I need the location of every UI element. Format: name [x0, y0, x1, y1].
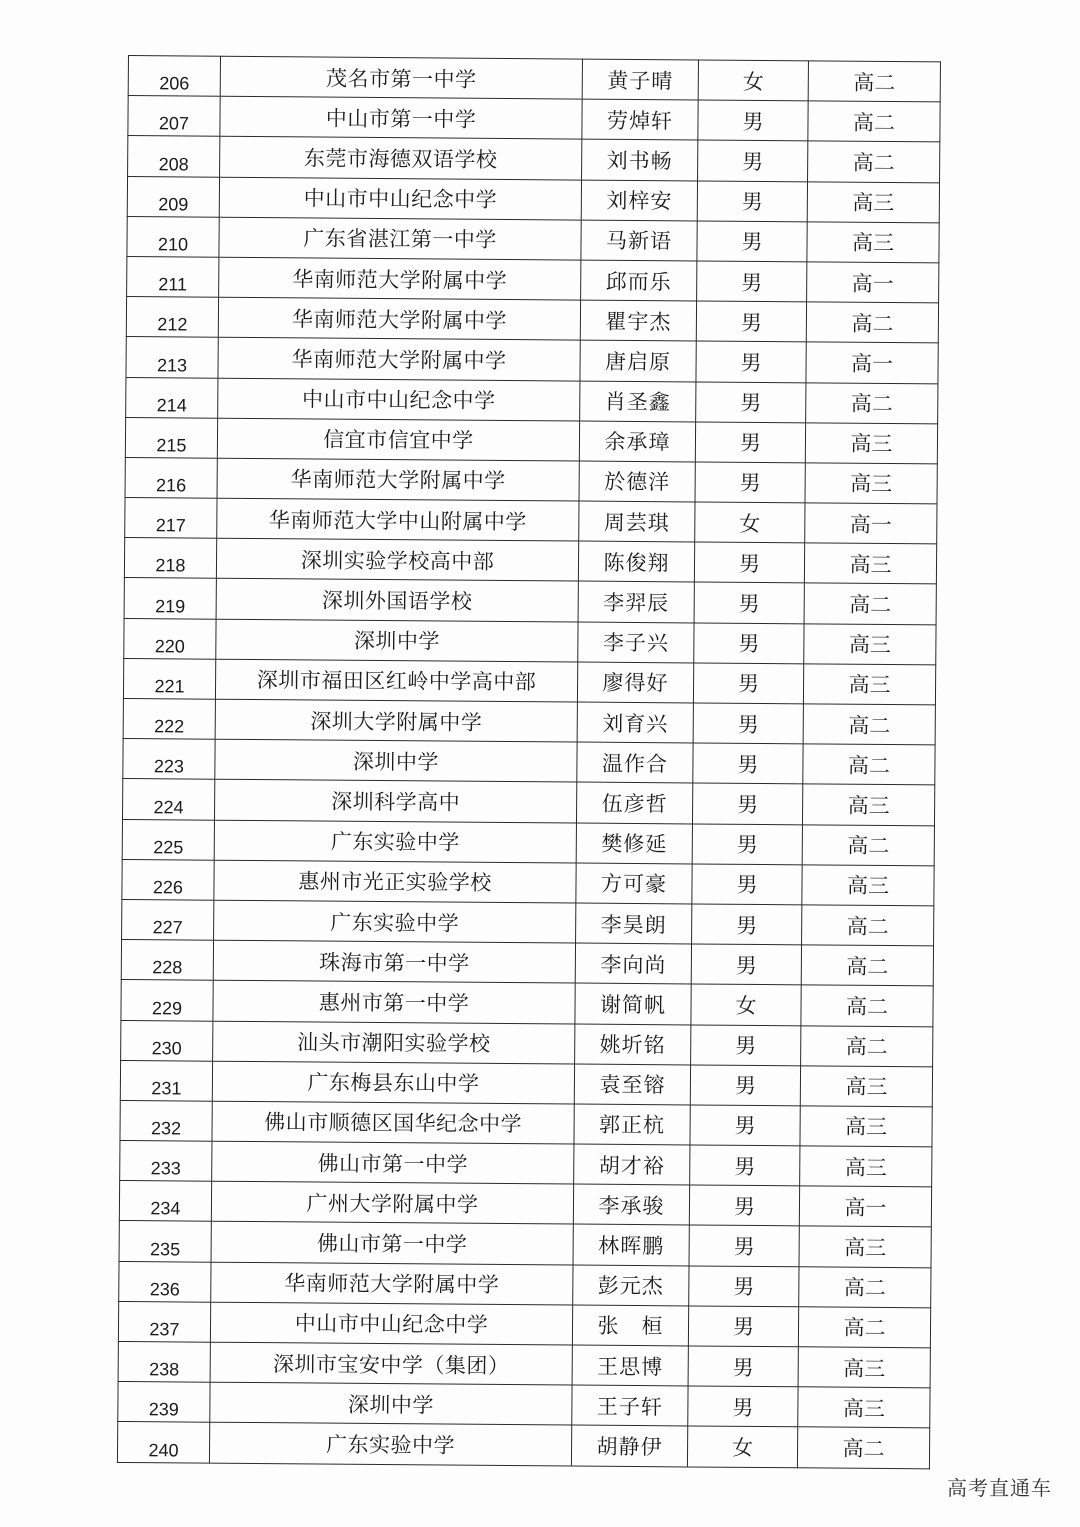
- row-number-cell: 212: [126, 297, 218, 338]
- school-name-cell: 华南师范大学附属中学: [217, 458, 579, 501]
- grade-cell: 高三: [807, 222, 939, 263]
- student-name-cell: 姚圻铭: [575, 1024, 691, 1065]
- school-name-cell: 深圳实验学校高中部: [216, 538, 578, 581]
- student-name-cell: 袁至镕: [574, 1064, 690, 1105]
- school-name-cell: 深圳中学: [210, 1382, 572, 1425]
- school-name-cell: 广东省湛江第一中学: [219, 217, 581, 260]
- grade-cell: 高二: [806, 302, 938, 343]
- student-name-cell: 樊修延: [576, 823, 692, 864]
- table-row: [127, 256, 939, 303]
- table-row: [128, 96, 940, 143]
- gender-cell: 男: [692, 783, 802, 824]
- table-row: [122, 819, 934, 866]
- student-name-cell: 林晖鹏: [573, 1224, 689, 1265]
- grade-cell: 高二: [803, 744, 935, 785]
- student-name-cell: 陈俊翔: [578, 541, 694, 582]
- student-name-cell: 肖圣鑫: [580, 381, 696, 422]
- row-number-cell: 219: [124, 578, 216, 619]
- gender-cell: 男: [689, 1225, 799, 1266]
- grade-cell: 高二: [801, 1025, 933, 1066]
- gender-cell: 男: [689, 1185, 799, 1226]
- row-number-cell: 223: [123, 739, 215, 780]
- school-name-cell: 中山市第一中学: [220, 96, 582, 139]
- table-row: [119, 1261, 931, 1308]
- roster-table: [117, 55, 941, 1469]
- school-name-cell: 华南师范大学附属中学: [218, 297, 580, 340]
- school-name-cell: 佛山市顺德区国华纪念中学: [212, 1101, 574, 1144]
- grade-cell: 高二: [801, 945, 933, 986]
- school-name-cell: 汕头市潮阳实验学校: [213, 1021, 575, 1064]
- student-name-cell: 唐启原: [580, 340, 696, 381]
- row-number-cell: 236: [119, 1261, 211, 1302]
- gender-cell: 男: [698, 100, 808, 141]
- student-name-cell: 胡才裕: [574, 1144, 690, 1185]
- grade-cell: 高三: [805, 423, 937, 464]
- school-name-cell: 华南师范大学附属中学: [218, 338, 580, 381]
- grade-cell: 高三: [807, 181, 939, 222]
- row-number-cell: 217: [125, 498, 217, 539]
- student-name-cell: 张 桓: [572, 1305, 688, 1346]
- gender-cell: 男: [693, 703, 803, 744]
- school-name-cell: 惠州市第一中学: [213, 981, 575, 1024]
- row-number-cell: 234: [119, 1181, 211, 1222]
- student-name-cell: 刘书畅: [582, 139, 698, 180]
- school-name-cell: 中山市中山纪念中学: [210, 1302, 572, 1345]
- grade-cell: 高三: [805, 463, 937, 504]
- table-row: [118, 1341, 930, 1388]
- grade-cell: 高二: [808, 141, 940, 182]
- student-name-cell: 刘梓安: [581, 180, 697, 221]
- row-number-cell: 221: [123, 658, 215, 699]
- gender-cell: 男: [692, 904, 802, 945]
- table-row: [117, 1422, 929, 1469]
- grade-cell: 高一: [807, 262, 939, 303]
- student-name-cell: 於德洋: [579, 461, 695, 502]
- table-row: [121, 1020, 933, 1067]
- grade-cell: 高二: [797, 1427, 929, 1468]
- row-number-cell: 226: [122, 859, 214, 900]
- table-row: [121, 980, 933, 1027]
- table-row: [127, 216, 939, 263]
- grade-cell: 高二: [799, 1266, 931, 1307]
- school-name-cell: 华南师范大学附属中学: [219, 257, 581, 300]
- student-name-cell: 马新语: [581, 220, 697, 261]
- school-name-cell: 深圳市福田区红岭中学高中部: [215, 659, 577, 702]
- gender-cell: 男: [690, 1145, 800, 1186]
- student-name-cell: 李承骏: [573, 1184, 689, 1225]
- school-name-cell: 惠州市光正实验学校: [214, 860, 576, 903]
- gender-cell: 男: [697, 221, 807, 262]
- student-name-cell: 温作合: [577, 742, 693, 783]
- student-name-cell: 郭正杭: [574, 1104, 690, 1145]
- grade-cell: 高一: [805, 503, 937, 544]
- gender-cell: 男: [690, 1065, 800, 1106]
- gender-cell: 男: [695, 462, 805, 503]
- gender-cell: 男: [691, 1024, 801, 1065]
- table-row: [127, 176, 939, 223]
- table-row: [126, 377, 938, 424]
- row-number-cell: 233: [120, 1141, 212, 1182]
- table-row: [118, 1382, 930, 1429]
- gender-cell: 男: [697, 261, 807, 302]
- row-number-cell: 216: [125, 457, 217, 498]
- school-name-cell: 广州大学附属中学: [211, 1181, 573, 1224]
- table-row: [126, 337, 938, 384]
- gender-cell: 男: [698, 140, 808, 181]
- gender-cell: 男: [688, 1306, 798, 1347]
- table-row: [124, 578, 936, 625]
- student-name-cell: 余承璋: [579, 421, 695, 462]
- student-name-cell: 瞿宇杰: [580, 300, 696, 341]
- roster-body: [117, 56, 940, 1469]
- grade-cell: 高三: [798, 1387, 930, 1428]
- gender-cell: 男: [694, 582, 804, 623]
- student-name-cell: 伍彦哲: [576, 782, 692, 823]
- row-number-cell: 214: [126, 377, 218, 418]
- table-row: [126, 297, 938, 344]
- school-name-cell: 中山市中山纪念中学: [219, 177, 581, 220]
- gender-cell: 男: [692, 824, 802, 865]
- student-name-cell: 谢简帆: [575, 983, 691, 1024]
- table-row: [124, 618, 936, 665]
- student-name-cell: 邱而乐: [581, 260, 697, 301]
- student-name-cell: 刘育兴: [577, 702, 693, 743]
- table-row: [122, 779, 934, 826]
- row-number-cell: 235: [119, 1221, 211, 1262]
- school-name-cell: 深圳大学附属中学: [215, 699, 577, 742]
- row-number-cell: 222: [123, 698, 215, 739]
- grade-cell: 高二: [808, 101, 940, 142]
- grade-cell: 高二: [801, 985, 933, 1026]
- row-number-cell: 206: [128, 56, 220, 97]
- grade-cell: 高二: [803, 704, 935, 745]
- gender-cell: 男: [691, 944, 801, 985]
- student-name-cell: 黄子晴: [582, 59, 698, 100]
- grade-cell: 高三: [802, 784, 934, 825]
- row-number-cell: 208: [128, 136, 220, 177]
- gender-cell: 男: [689, 1266, 799, 1307]
- grade-cell: 高三: [798, 1347, 930, 1388]
- table-row: [123, 658, 935, 705]
- row-number-cell: 225: [122, 819, 214, 860]
- gender-cell: 男: [694, 542, 804, 583]
- school-name-cell: 佛山市第一中学: [212, 1141, 574, 1184]
- row-number-cell: 227: [122, 899, 214, 940]
- grade-cell: 高一: [806, 342, 938, 383]
- row-number-cell: 224: [122, 779, 214, 820]
- grade-cell: 高三: [802, 865, 934, 906]
- school-name-cell: 广东实验中学: [209, 1423, 571, 1466]
- grade-cell: 高三: [800, 1066, 932, 1107]
- table-row: [120, 1141, 932, 1188]
- student-name-cell: 胡静伊: [571, 1425, 687, 1466]
- gender-cell: 男: [688, 1386, 798, 1427]
- school-name-cell: 深圳市宝安中学（集团）: [210, 1342, 572, 1385]
- grade-cell: 高二: [806, 382, 938, 423]
- watermark-text: 高考直通车: [947, 1476, 1052, 1500]
- gender-cell: 男: [697, 181, 807, 222]
- row-number-cell: 231: [120, 1060, 212, 1101]
- row-number-cell: 220: [124, 618, 216, 659]
- school-name-cell: 东莞市海德双语学校: [220, 137, 582, 180]
- table-row: [121, 940, 933, 987]
- gender-cell: 男: [693, 743, 803, 784]
- student-name-cell: 方可豪: [576, 863, 692, 904]
- row-number-cell: 215: [125, 417, 217, 458]
- student-name-cell: 李子兴: [578, 622, 694, 663]
- grade-cell: 高二: [808, 61, 940, 102]
- table-row: [122, 859, 934, 906]
- row-number-cell: 237: [118, 1301, 210, 1342]
- grade-cell: 高三: [800, 1146, 932, 1187]
- student-name-cell: 李向尚: [575, 943, 691, 984]
- gender-cell: 男: [690, 1105, 800, 1146]
- student-name-cell: 劳焯轩: [582, 99, 698, 140]
- school-name-cell: 珠海市第一中学: [213, 940, 575, 983]
- row-number-cell: 228: [121, 940, 213, 981]
- gender-cell: 男: [696, 381, 806, 422]
- table-row: [128, 136, 940, 183]
- table-row: [123, 739, 935, 786]
- student-name-cell: 彭元杰: [573, 1265, 689, 1306]
- row-number-cell: 239: [118, 1382, 210, 1423]
- school-name-cell: 茂名市第一中学: [220, 56, 582, 99]
- table-row: [120, 1100, 932, 1147]
- school-name-cell: 深圳外国语学校: [216, 579, 578, 622]
- gender-cell: 男: [693, 663, 803, 704]
- row-number-cell: 207: [128, 96, 220, 137]
- student-name-cell: 周芸琪: [579, 501, 695, 542]
- school-name-cell: 广东实验中学: [214, 820, 576, 863]
- table-row: [128, 56, 940, 103]
- gender-cell: 女: [687, 1426, 797, 1467]
- row-number-cell: 230: [121, 1020, 213, 1061]
- school-name-cell: 深圳中学: [216, 619, 578, 662]
- table-row: [125, 417, 937, 464]
- row-number-cell: 240: [117, 1422, 209, 1463]
- student-name-cell: 李昊朗: [576, 903, 692, 944]
- row-number-cell: 209: [127, 176, 219, 217]
- table-row: [119, 1181, 931, 1228]
- grade-cell: 高三: [799, 1226, 931, 1267]
- row-number-cell: 232: [120, 1100, 212, 1141]
- table-row: [118, 1301, 930, 1348]
- gender-cell: 男: [695, 422, 805, 463]
- row-number-cell: 211: [127, 256, 219, 297]
- grade-cell: 高三: [804, 623, 936, 664]
- school-name-cell: 华南师范大学中山附属中学: [217, 498, 579, 541]
- grade-cell: 高三: [800, 1106, 932, 1147]
- school-name-cell: 广东实验中学: [214, 900, 576, 943]
- row-number-cell: 238: [118, 1341, 210, 1382]
- table-row: [125, 498, 937, 545]
- grade-cell: 高二: [802, 824, 934, 865]
- grade-cell: 高二: [798, 1307, 930, 1348]
- school-name-cell: 信宜市信宜中学: [217, 418, 579, 461]
- table-row: [123, 698, 935, 745]
- table-row: [124, 538, 936, 585]
- table-row: [120, 1060, 932, 1107]
- table-row: [125, 457, 937, 504]
- school-name-cell: 深圳科学高中: [214, 780, 576, 823]
- gender-cell: 男: [694, 623, 804, 664]
- school-name-cell: 深圳中学: [215, 739, 577, 782]
- gender-cell: 男: [696, 301, 806, 342]
- student-name-cell: 李羿辰: [578, 581, 694, 622]
- school-name-cell: 中山市中山纪念中学: [218, 378, 580, 421]
- gender-cell: 男: [696, 341, 806, 382]
- gender-cell: 女: [698, 60, 808, 101]
- gender-cell: 女: [691, 984, 801, 1025]
- grade-cell: 高二: [804, 583, 936, 624]
- student-name-cell: 王思博: [572, 1345, 688, 1386]
- row-number-cell: 218: [124, 538, 216, 579]
- grade-cell: 高一: [799, 1186, 931, 1227]
- table-row: [122, 899, 934, 946]
- gender-cell: 女: [695, 502, 805, 543]
- school-name-cell: 华南师范大学附属中学: [211, 1262, 573, 1305]
- gender-cell: 男: [692, 864, 802, 905]
- table-row: [119, 1221, 931, 1268]
- school-name-cell: 广东梅县东山中学: [212, 1061, 574, 1104]
- school-name-cell: 佛山市第一中学: [211, 1222, 573, 1265]
- row-number-cell: 229: [121, 980, 213, 1021]
- grade-cell: 高三: [803, 664, 935, 705]
- grade-cell: 高二: [802, 905, 934, 946]
- row-number-cell: 210: [127, 216, 219, 257]
- grade-cell: 高三: [804, 543, 936, 584]
- gender-cell: 男: [688, 1346, 798, 1387]
- student-name-cell: 王子轩: [572, 1385, 688, 1426]
- student-name-cell: 廖得好: [577, 662, 693, 703]
- row-number-cell: 213: [126, 337, 218, 378]
